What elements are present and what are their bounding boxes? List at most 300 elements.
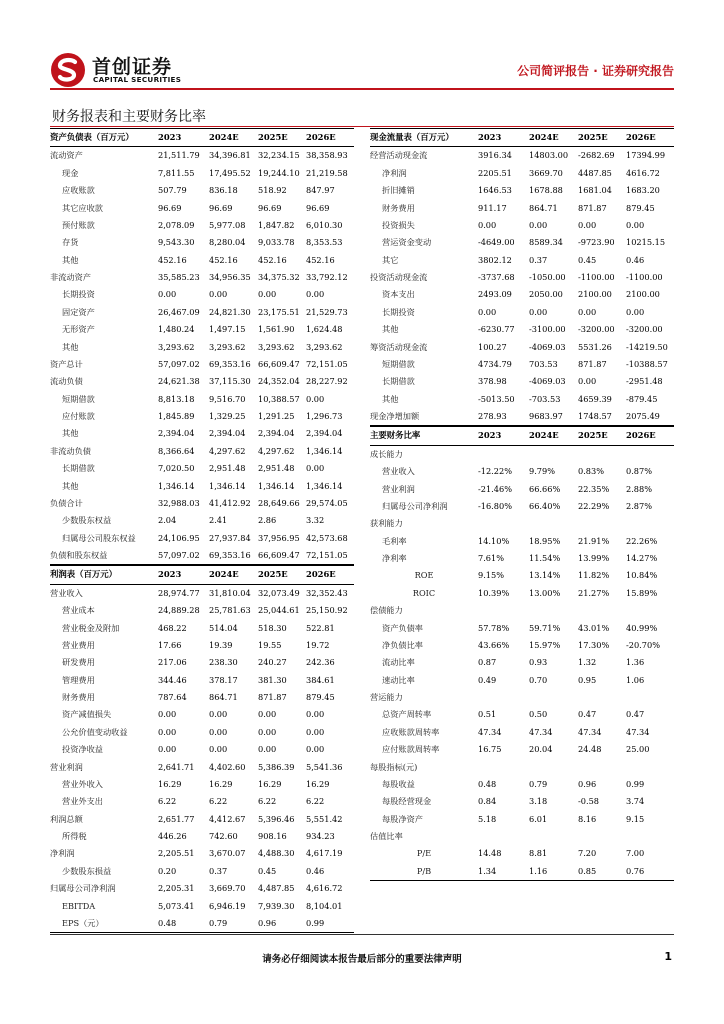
cell-value: 72,151.05 [306, 547, 354, 565]
cell-value [529, 515, 578, 532]
cell-value: 0.76 [626, 863, 674, 881]
cell-value: 2.41 [209, 515, 228, 526]
row-label: 净利润 [382, 167, 407, 178]
table-row [50, 793, 354, 810]
cell-value: 10.39% [478, 587, 510, 598]
row-label: 应收账款周转率 [382, 726, 440, 737]
cell-value: 0.00 [578, 219, 597, 230]
cell-value: 0.99 [626, 778, 645, 789]
row-label: 财务费用 [382, 202, 415, 213]
cell-value: 11.54% [529, 553, 561, 563]
row-label: 流动比率 [382, 657, 415, 668]
year-header: 2025E [578, 129, 626, 147]
cell-value: 21,219.58 [306, 167, 348, 178]
cell-value: 6.01 [529, 813, 548, 824]
table-row [50, 217, 354, 234]
table-row [370, 339, 674, 356]
cell-value: 2100.00 [626, 289, 660, 300]
table-row [370, 567, 674, 584]
cell-value: 15.97% [529, 639, 561, 650]
table-row [370, 602, 674, 619]
year-header: 2025E [258, 129, 306, 147]
cell-value: 13.99% [578, 553, 610, 563]
cell-value: 1,346.14 [258, 480, 295, 491]
cell-value: 34,375.32 [258, 272, 300, 282]
table-row [50, 811, 354, 828]
cell-value: 100.27 [478, 341, 507, 352]
cell-value: -3200.00 [578, 324, 615, 335]
table-row [50, 304, 354, 321]
cell-value: 0.95 [578, 674, 597, 685]
cell-value: 4,488.30 [258, 848, 295, 859]
cell-value: 1,497.15 [209, 324, 246, 335]
cell-value: 23,175.51 [258, 306, 300, 317]
cell-value: 2.88% [626, 483, 653, 494]
cell-value: 66.66% [529, 483, 561, 494]
cell-value: 0.48 [478, 778, 497, 789]
cell-value: 381.30 [258, 674, 287, 685]
cell-value: 7,939.30 [258, 900, 295, 911]
cell-value: 20.04 [529, 744, 553, 755]
row-label: 固定资产 [62, 306, 95, 317]
cell-value: 0.00 [478, 219, 497, 230]
cell-value: 5.18 [478, 813, 497, 824]
table-title: 资产负债表（百万元） [50, 129, 158, 147]
cell-value: 16.29 [209, 778, 233, 789]
year-header: 2024E [529, 129, 578, 147]
cell-value: 217.06 [158, 657, 187, 668]
cell-value: 0.00 [529, 306, 548, 317]
cell-value: 17.66 [158, 639, 182, 650]
cell-value: 33,792.12 [306, 272, 348, 282]
right-column [370, 128, 674, 881]
cell-value: 26,467.09 [158, 306, 200, 317]
cell-value: 1646.53 [478, 185, 512, 196]
cell-value: 452.16 [158, 254, 187, 265]
cell-value: 9,516.70 [209, 393, 246, 404]
cell-value: 66,609.47 [258, 547, 306, 565]
cell-value: -2951.48 [626, 376, 663, 387]
cell-value: 384.61 [306, 674, 335, 685]
cell-value: 0.00 [258, 744, 277, 755]
row-label: 其他 [62, 341, 79, 352]
cell-value: 2,205.51 [158, 848, 195, 859]
row-label: 负债合计 [50, 497, 83, 508]
cell-value: 47.34 [626, 726, 650, 737]
cell-value: -14219.50 [626, 341, 668, 352]
cell-value: 66,609.47 [258, 358, 300, 369]
row-label: 营业外支出 [62, 796, 103, 807]
cell-value: 21,529.73 [306, 306, 348, 317]
cell-value: 4,402.60 [209, 761, 246, 772]
row-label: 非流动资产 [50, 272, 91, 282]
cell-value: 0.87 [478, 657, 497, 668]
row-label: 非流动负债 [50, 445, 91, 456]
table-title: 现金流量表（百万元） [370, 129, 478, 147]
cell-value: 6.22 [258, 796, 277, 807]
cell-value: -4069.03 [529, 376, 566, 387]
cell-value: 1,561.90 [258, 324, 295, 335]
table-title: 利润表（百万元） [50, 566, 158, 584]
row-label: 长期借款 [62, 463, 95, 474]
row-label: 研发费用 [62, 657, 95, 668]
logo-text-cn: 首创证券 [92, 56, 173, 78]
cell-value: 24,821.30 [209, 306, 251, 317]
cell-value: 25,150.92 [306, 605, 348, 616]
cell-value: 96.69 [158, 202, 182, 213]
cell-value: 17,495.52 [209, 167, 251, 178]
cell-value: -4649.00 [478, 237, 515, 248]
cell-value: 17.30% [578, 639, 610, 650]
cell-value: 0.00 [306, 289, 325, 300]
table-row [50, 863, 354, 880]
cell-value: 242.36 [306, 657, 335, 668]
cell-value: -6230.77 [478, 324, 515, 335]
row-label: 营运资金变动 [382, 237, 432, 248]
cell-value: 0.83% [578, 466, 605, 477]
cell-value: 2050.00 [529, 289, 563, 300]
row-label: 净利润 [50, 848, 75, 859]
cell-value: 32,988.03 [158, 497, 200, 508]
cell-value: -1050.00 [529, 272, 566, 282]
cell-value: 14.27% [626, 553, 658, 563]
table-row [50, 584, 354, 602]
row-label: EBITDA [62, 900, 96, 911]
cell-value: 21.91% [578, 535, 610, 546]
cell-value: 1748.57 [578, 408, 626, 426]
year-header: 2026E [626, 129, 674, 147]
cell-value: 59.71% [529, 622, 561, 633]
table-row [370, 776, 674, 793]
table-row [50, 530, 354, 547]
row-label: 每股指标(元) [370, 761, 418, 772]
cell-value: 9,033.78 [258, 237, 295, 248]
cell-value: 16.29 [306, 778, 330, 789]
cell-value: 2,951.48 [209, 463, 246, 474]
cell-value: 1,845.89 [158, 411, 195, 421]
row-label: 流动资产 [50, 150, 83, 161]
cell-value: 10215.15 [626, 237, 666, 248]
cell-value: 9.79% [529, 466, 556, 477]
row-label: 无形资产 [62, 324, 95, 335]
cell-value: 787.64 [158, 692, 187, 702]
cell-value: 2.87% [626, 500, 653, 511]
cell-value: 871.87 [258, 692, 287, 702]
cell-value [529, 759, 578, 776]
table-row [370, 793, 674, 810]
cell-value: 37,956.95 [258, 532, 300, 543]
row-label: 投资净收益 [62, 744, 103, 755]
row-label: 归属母公司净利润 [382, 500, 448, 511]
cell-value: 1,346.14 [209, 480, 246, 491]
year-header: 2026E [306, 566, 354, 584]
table-row [50, 724, 354, 741]
cell-value: 5,551.42 [306, 813, 343, 824]
row-label: 速动比率 [382, 674, 415, 685]
row-label: 总资产周转率 [382, 709, 432, 720]
table-row [370, 304, 674, 321]
table-row [370, 550, 674, 567]
cell-value: 9.15% [478, 570, 505, 581]
cell-value: 378.98 [478, 376, 507, 387]
table-row [50, 898, 354, 915]
cell-value: 0.46 [626, 254, 645, 265]
cell-value: 24,106.95 [158, 532, 200, 543]
cell-value: 22.29% [578, 500, 610, 511]
cell-value: 378.17 [209, 674, 238, 685]
cell-value: 4616.72 [626, 167, 660, 178]
cell-value: 32,073.49 [258, 587, 300, 598]
cell-value: 47.34 [478, 726, 502, 737]
cell-value: 4,487.85 [258, 883, 295, 894]
cell-value: 24,352.04 [258, 376, 300, 387]
row-label: 公允价值变动收益 [62, 726, 128, 737]
cell-value: 452.16 [306, 254, 335, 265]
cell-value: 847.97 [306, 185, 335, 196]
cell-value: 3,293.62 [158, 341, 195, 352]
cell-value: 42,573.68 [306, 532, 348, 543]
cell-value: 2,641.71 [158, 761, 195, 772]
row-label: 少数股东损益 [62, 865, 112, 876]
cell-value [478, 515, 529, 532]
cell-value: 7.61% [478, 553, 505, 563]
row-label: 其他 [62, 480, 79, 491]
cell-value: 2075.49 [626, 408, 674, 426]
year-header: 2025E [258, 566, 306, 584]
cell-value: 0.00 [209, 709, 228, 720]
table-row [370, 147, 674, 165]
table-row [370, 356, 674, 373]
row-label: 偿债能力 [370, 605, 403, 616]
cell-value [529, 689, 578, 706]
cell-value: 0.20 [158, 865, 177, 876]
cell-value: 32,352.43 [306, 587, 348, 598]
table-row [50, 182, 354, 199]
cell-value: 0.00 [626, 219, 645, 230]
cell-value: 1,480.24 [158, 324, 195, 335]
cell-value: 0.00 [258, 709, 277, 720]
cell-value [626, 828, 674, 845]
table-row [50, 689, 354, 706]
row-label: 现金净增加额 [370, 408, 478, 426]
row-label: 预付账款 [62, 219, 95, 230]
table-row [370, 217, 674, 234]
cell-value: 6.22 [209, 796, 228, 807]
cell-value: 1,346.14 [306, 445, 343, 456]
table-row [370, 515, 674, 532]
cell-value: 2.86 [258, 515, 277, 526]
cell-value: 16.29 [258, 778, 282, 789]
row-label: 资产总计 [50, 358, 83, 369]
cell-value: 0.00 [258, 726, 277, 737]
cash-flow-table [370, 128, 674, 426]
cell-value: 0.49 [478, 674, 497, 685]
cell-value: -12.22% [478, 466, 512, 477]
table-header-row [370, 129, 674, 147]
table-row [370, 654, 674, 671]
cell-value: 22.26% [626, 535, 658, 546]
cell-value: 2,078.09 [158, 219, 195, 230]
table-row [370, 620, 674, 637]
cell-value: 240.27 [258, 657, 287, 668]
cell-value: 66.40% [529, 500, 561, 511]
cell-value: 1.34 [478, 863, 529, 881]
row-label: 资产负债率 [382, 622, 423, 633]
footer-divider [50, 934, 674, 935]
row-label: 其他 [62, 254, 79, 265]
cell-value: 35,585.23 [158, 272, 200, 282]
cell-value: 27,937.84 [209, 532, 251, 543]
cell-value [478, 445, 529, 463]
cell-value: 5,541.36 [306, 761, 343, 772]
cell-value: 0.51 [478, 709, 497, 720]
cell-value [626, 515, 674, 532]
row-label: 每股净资产 [382, 813, 423, 824]
cell-value: 10,388.57 [258, 393, 300, 404]
cell-value: 4659.39 [578, 393, 612, 404]
table-row [50, 234, 354, 251]
cell-value: 1,296.73 [306, 411, 343, 421]
table-row [370, 286, 674, 303]
cell-value: 19.55 [258, 639, 282, 650]
income-statement-table [50, 565, 354, 933]
row-label: 短期借款 [62, 393, 95, 404]
year-header: 2023 [158, 129, 209, 147]
row-label: 营业税金及附加 [62, 622, 120, 633]
cell-value: 2,394.04 [306, 428, 343, 439]
cell-value: 47.34 [529, 726, 553, 737]
row-label: P/B [370, 863, 478, 881]
cell-value: 0.84 [478, 796, 497, 807]
row-label: 管理费用 [62, 674, 95, 685]
row-label: 存货 [62, 237, 79, 248]
row-label: 归属母公司净利润 [50, 883, 116, 894]
cell-value [529, 828, 578, 845]
cell-value [529, 445, 578, 463]
cell-value: 3802.12 [478, 254, 512, 265]
cell-value: 25,781.63 [209, 605, 251, 616]
cell-value: 0.00 [626, 306, 645, 317]
table-row [50, 408, 354, 425]
cell-value: 3,669.70 [209, 883, 246, 894]
cell-value: 4,297.62 [258, 445, 295, 456]
cell-value: 11.82% [578, 570, 610, 581]
cell-value: 2205.51 [478, 167, 512, 178]
year-header: 2024E [209, 566, 258, 584]
table-row [370, 234, 674, 251]
cell-value: 96.69 [258, 202, 282, 213]
cell-value: 14803.00 [529, 150, 569, 161]
section-divider [50, 126, 674, 127]
cell-value: 16.75 [478, 744, 502, 755]
table-row [50, 547, 354, 565]
table-row [370, 863, 674, 881]
cell-value: 879.45 [626, 202, 655, 213]
table-row [370, 408, 674, 426]
cell-value: 4734.79 [478, 358, 512, 369]
row-label: 营业利润 [50, 761, 83, 772]
table-row [50, 373, 354, 390]
legal-notice: 请务必仔细阅读本报告最后部分的重要法律声明 [262, 954, 462, 965]
row-label: 资本支出 [382, 289, 415, 300]
cell-value: 1683.20 [626, 185, 660, 196]
cell-value: -2682.69 [578, 150, 615, 161]
cell-value: 446.26 [158, 831, 187, 841]
year-header: 2023 [158, 566, 209, 584]
cell-value: 69,353.16 [209, 358, 251, 369]
cell-value: 0.00 [209, 289, 228, 300]
report-type-label: 公司简评报告 · 证券研究报告 [517, 64, 674, 78]
cell-value: 57,097.02 [158, 358, 200, 369]
cell-value [626, 445, 674, 463]
row-label: 每股收益 [382, 778, 415, 789]
cell-value: 2.04 [158, 515, 177, 526]
cell-value: 57.78% [478, 622, 510, 633]
cell-value: 96.69 [306, 202, 330, 213]
cell-value: -20.70% [626, 639, 660, 650]
cell-value [529, 602, 578, 619]
cell-value: -1100.00 [626, 272, 663, 282]
cell-value: 1,346.14 [158, 480, 195, 491]
row-label: 长期投资 [382, 306, 415, 317]
year-header: 2026E [306, 129, 354, 147]
cell-value: 0.87% [626, 466, 653, 477]
cell-value: 28,227.92 [306, 376, 348, 387]
year-header: 2023 [478, 129, 529, 147]
table-row [50, 356, 354, 373]
cell-value: 24,889.28 [158, 605, 200, 616]
table-row [370, 373, 674, 390]
cell-value: 6.22 [158, 796, 177, 807]
cell-value [626, 602, 674, 619]
cell-value: 8.81 [529, 848, 548, 859]
row-label: 其他 [382, 393, 399, 404]
cell-value: 1.36 [626, 657, 645, 668]
cell-value: 32,234.15 [258, 150, 300, 161]
table-row [370, 672, 674, 689]
cell-value: 8.16 [578, 813, 597, 824]
row-label: 资产减值损失 [62, 709, 112, 720]
cell-value: 0.00 [578, 306, 597, 317]
cell-value: 19,244.10 [258, 167, 300, 178]
cell-value: 864.71 [209, 692, 238, 702]
table-row [370, 252, 674, 269]
cell-value: 0.00 [158, 726, 177, 737]
year-header: 2026E [626, 427, 674, 445]
table-row [50, 443, 354, 460]
row-label: 营业利润 [382, 483, 415, 494]
row-label: 所得税 [62, 831, 87, 841]
row-label: 长期投资 [62, 289, 95, 300]
table-row [50, 200, 354, 217]
cell-value [478, 759, 529, 776]
cell-value: 5,073.41 [158, 900, 195, 911]
table-row [50, 776, 354, 793]
table-row [370, 463, 674, 480]
cell-value: -1100.00 [578, 272, 615, 282]
table-row [370, 724, 674, 741]
row-label: 营业收入 [382, 466, 415, 477]
header-divider [50, 88, 674, 90]
cell-value: 22.35% [578, 483, 610, 494]
cell-value: 0.96 [258, 915, 306, 933]
page-number: 1 [664, 950, 672, 963]
row-label: 其他 [62, 428, 79, 439]
cell-value: 2,951.48 [258, 463, 295, 474]
cell-value: 0.96 [578, 778, 597, 789]
table-row [50, 759, 354, 776]
cell-value: 18.95% [529, 535, 561, 546]
